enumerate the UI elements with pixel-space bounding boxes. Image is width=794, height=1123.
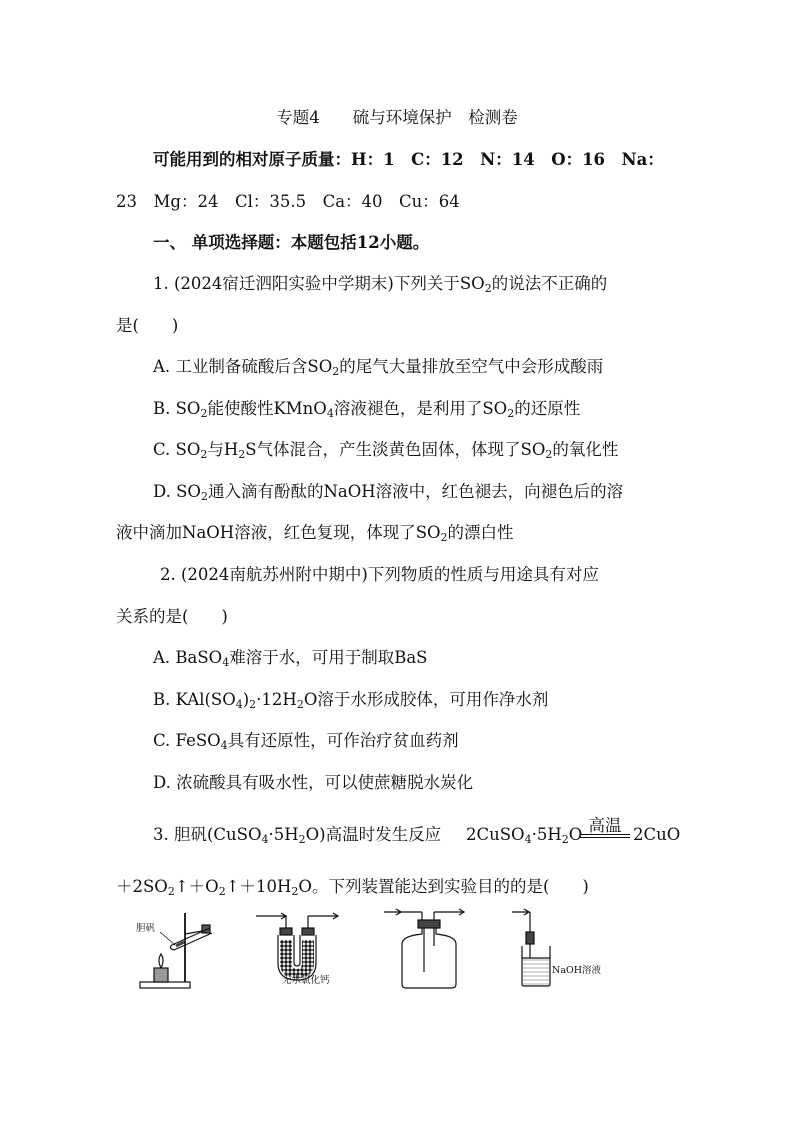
q3-stem: 3. 胆矾$(CuSO_4\cdot 5H_2O)$高温时发生反应 (153, 825, 442, 846)
apparatus-gas-bottle (382, 906, 472, 990)
page-title: 专题4 硫与环境保护 检测卷 (276, 108, 518, 127)
q1-option-d-cont: 液中滴加NaOH溶液，红色复现，体现了$SO_2$的漂白性 (116, 523, 514, 544)
atomic-masses-line1: 可能用到的相对原子质量：H：1 C：12 N：14 O：16 Na： (153, 150, 664, 169)
q2-stem-cont: 关系的是( ) (116, 607, 228, 626)
q2-stem: 2. (2024南航苏州附中期中)下列物质的性质与用途具有对应 (160, 565, 599, 584)
apparatus-heating-tube (130, 908, 225, 990)
label-danfan: 胆矾 (136, 923, 156, 934)
q2-option-d: D. 浓硫酸具有吸水性，可以使蔗糖脱水炭化 (153, 773, 474, 792)
q1-option-d: D. $SO_2$通入滴有酚酞的NaOH溶液中，红色褪去，向褪色后的溶 (153, 482, 624, 503)
q1-option-b: B. $SO_2$能使酸性KMnO$_4$溶液褪色，是利用了$SO_2$的还原性 (153, 399, 581, 420)
apparatus-u-tube (248, 908, 348, 988)
q2-option-c: C. FeSO$_4$具有还原性，可作治疗贫血药剂 (153, 731, 459, 752)
q2-option-b: B. $KAl(SO_4)_2\cdot 12H_2O$溶于水形成胶体，可用作净水剂 (153, 690, 549, 711)
q1-stem: 1. (2024宿迁泗阳实验中学期末)下列关于$SO_2$的说法不正确的 (153, 274, 608, 295)
q1-stem-cont: 是( ) (116, 316, 179, 335)
q2-option-a: A. BaSO$_4$难溶于水，可用于制取BaS (153, 648, 428, 669)
reaction-condition: 高温 (588, 816, 622, 835)
label-naoh: NaOH溶液 (552, 965, 602, 976)
atomic-masses-line2: 23 Mg：24 Cl：35.5 Ca：40 Cu：64 (116, 192, 460, 211)
q3-equation-right: 2CuO (633, 825, 681, 844)
label-cacl2: 无水氯化钙 (282, 975, 330, 986)
q1-option-c: C. $SO_2$与$H_2S$气体混合，产生淡黄色固体，体现了$SO_2$的氧化性 (153, 440, 619, 461)
q3-equation-left: $2CuSO_4\cdot 5H_2O$ (466, 825, 583, 846)
section-heading: 一、 单项选择题：本题包括12小题。 (153, 233, 430, 252)
q3-equation-line2: $+2SO_2↑+O_2↑+10H_2O$。下列装置能达到实验目的的是( ) (116, 877, 589, 898)
apparatus-naoh-beaker (508, 906, 602, 988)
q1-option-a: A. 工业制备硫酸后含$SO_2$的尾气大量排放至空气中会形成酸雨 (153, 357, 604, 378)
reaction-equals-sign (580, 834, 630, 838)
